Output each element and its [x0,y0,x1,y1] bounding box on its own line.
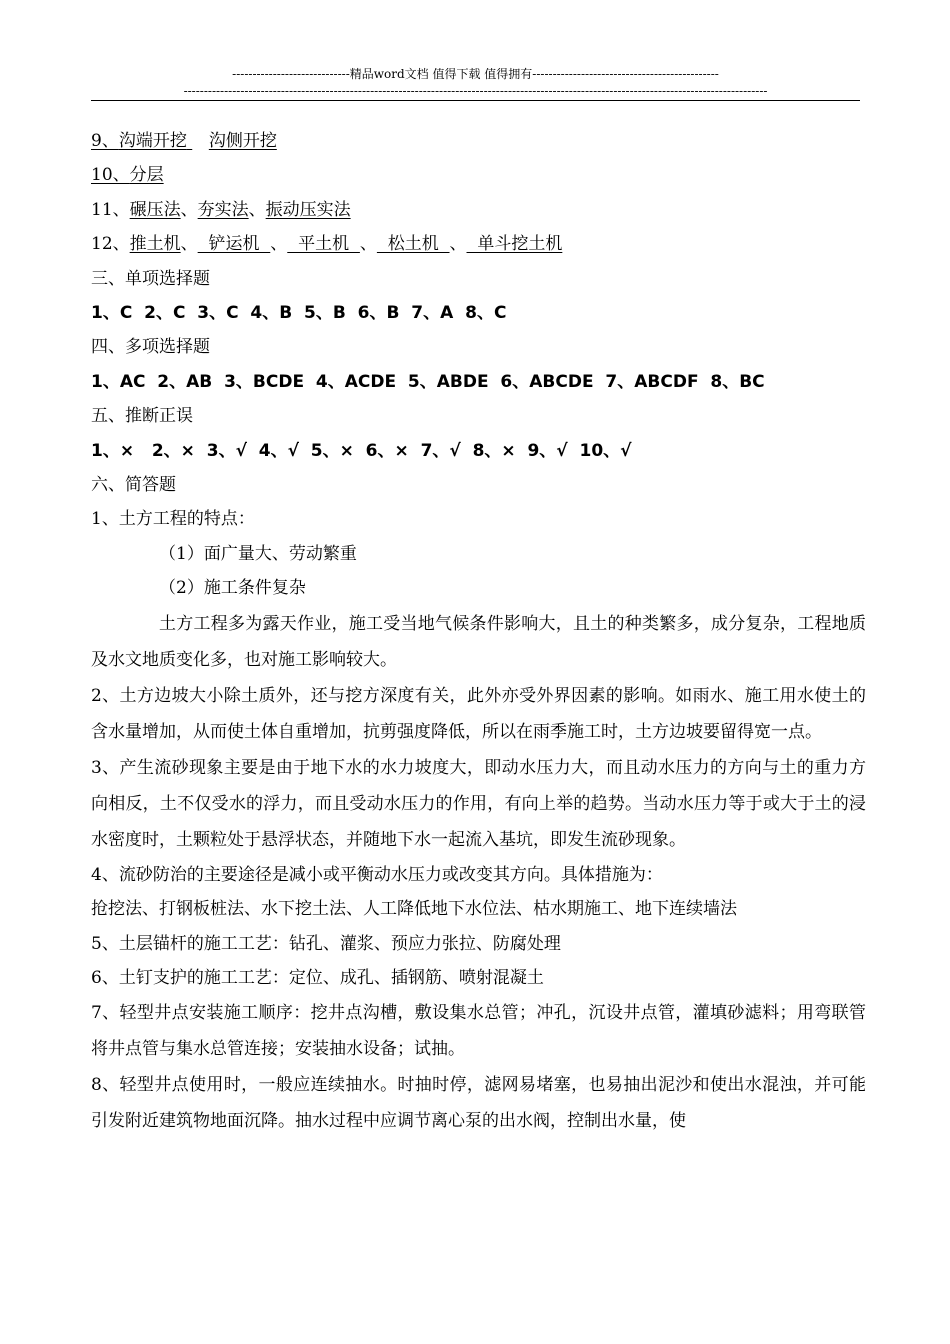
item11-answer-b: 夯实法 [197,199,249,220]
blank-item-12 [91,227,866,261]
item12-answer-c: 平土机 [287,234,360,255]
section3-answers: 1、C 2、C 3、C 4、B 5、B 6、B 7、A 8、C [91,303,507,324]
item9-answer-b: 沟侧开挖 [208,131,277,151]
header-rule [91,100,860,101]
item10-answer-a: 分层 [129,165,164,186]
item11-sep2: 、 [248,199,266,220]
q4-title: 4、流砂防治的主要途径是减小或平衡动水压力或改变其方向。具体措施为： [91,864,663,885]
item12-number: 12、 [91,234,130,255]
section4-answers: 1、AC 2、AB 3、BCDE 4、ACDE 5、ABDE 6、ABCDE 7、ABCDF 8、BC [91,371,765,392]
item11-sep1: 、 [180,199,198,220]
item9-gap [187,124,209,158]
q1-point2: （2）施工条件复杂 [159,578,306,599]
item11-answer-c: 振动压实法 [265,199,351,220]
item11-answer-a: 碾压法 [129,199,181,220]
section6-heading: 六、简答题 [91,475,176,496]
header-title-line: -----------------------------精品word文档 值得下载 值得拥有---------------------------------------------- [232,67,719,81]
q2-paragraph: 2、土方边坡大小除土质外，还与挖方深度有关，此外亦受外界因素的影响。如雨水、施工用水使土的含水量增加，从而使土体自重增加，抗剪强度降低，所以在雨季施工时，土方边坡要留得宽一点。 [91,685,866,742]
blank-item-10 [91,158,866,192]
q7-paragraph: 7、轻型井点安装施工顺序：挖井点沟槽，敷设集水总管；冲孔，沉设井点管，灌填砂滤料；用弯联管将井点管与集水总管连接；安装抽水设备；试抽。 [91,1003,866,1060]
item11-number: 11、 [91,199,130,220]
section5-answers: 1、× 2、× 3、√ 4、√ 5、× 6、× 7、√ 8、× 9、√ 10、√ [91,440,632,461]
page-header [91,66,860,101]
section4-heading: 四、多项选择题 [91,337,210,358]
item12-answer-b: 铲运机 [197,234,271,255]
blank-item-9 [91,124,866,158]
item10-number: 10、 [91,165,130,186]
header-dash-line: ------------------------------------------------------------------------------------------------------------------------------------------------ [183,84,768,98]
item12-sep3: 、 [359,234,377,255]
q3-paragraph: 3、产生流砂现象主要是由于地下水的水力坡度大，即动水压力大，而且动水压力的方向与土的重力方向相反，土不仅受水的浮力，而且受动水压力的作用，有向上举的趋势。当动水压力等于或大于土的浸水密度时，土颗粒处于悬浮状态，并随地下水一起流入基坑，即发生流砂现象。 [91,757,866,850]
q1-paragraph: 土方工程多为露天作业，施工受当地气候条件影响大，且土的种类繁多，成分复杂，工程地质及水文地质变化多，也对施工影响较大。 [91,613,866,670]
q1-point1: （1）面广量大、劳动繁重 [159,543,357,564]
item9-number: 9、 [91,131,119,151]
q6-line: 6、土钉支护的施工工艺：定位、成孔、插钢筋、喷射混凝土 [91,967,544,988]
q5-line: 5、土层锚杆的施工工艺：钻孔、灌浆、预应力张拉、防腐处理 [91,933,561,954]
q4-list: 抢挖法、打钢板桩法、水下挖土法、人工降低地下水位法、枯水期施工、地下连续墙法 [91,899,737,920]
q8-paragraph: 8、轻型井点使用时，一般应连续抽水。时抽时停，滤网易堵塞，也易抽出泥沙和使出水混浊，并可能引发附近建筑物地面沉降。抽水过程中应调节离心泵的出水阀，控制出水量，使 [91,1075,866,1132]
item12-answer-a: 推土机 [129,234,181,255]
section5-heading: 五、推断正误 [91,406,193,427]
section3-heading: 三、单项选择题 [91,268,210,289]
item9-answer-a: 沟端开挖 [118,131,187,151]
item12-answer-e: 单斗挖土机 [466,234,563,255]
item12-sep2: 、 [270,234,288,255]
item12-sep4: 、 [449,234,467,255]
item12-sep1: 、 [180,234,198,255]
item12-answer-d: 松土机 [376,234,450,255]
blank-item-11 [91,193,866,227]
document-body [91,124,866,1139]
q1-title: 1、土方工程的特点： [91,509,255,530]
